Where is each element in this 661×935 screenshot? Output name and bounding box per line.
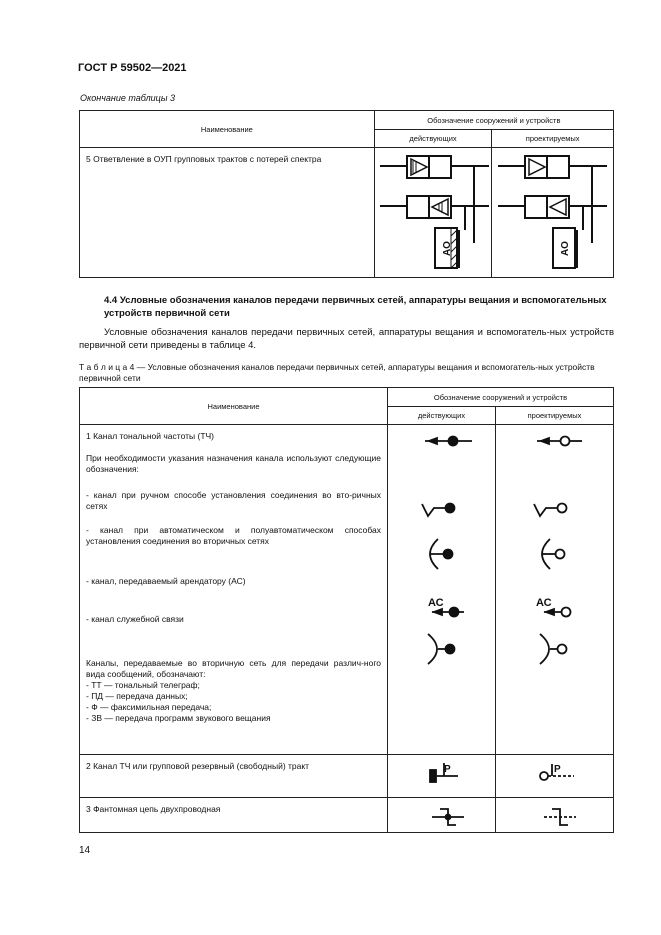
p-label-existing: Р xyxy=(444,764,451,775)
branch-symbol-existing xyxy=(375,148,500,278)
table-continuation-label: Окончание таблицы 3 xyxy=(80,93,175,103)
t4-symbols-planned xyxy=(532,430,612,850)
document-header: ГОСТ Р 59502—2021 xyxy=(78,62,187,74)
ao-label-planned: АО xyxy=(560,241,571,256)
row1-secondary: Каналы, передаваемые во вторичную сеть для передачи различ-ного вида сообщений, обозначают: xyxy=(86,658,381,679)
t4-symbols-existing xyxy=(420,430,500,850)
t4-col-planned-header: проектируемых xyxy=(496,407,614,425)
row1-list-item: - ТТ — тональный телеграф; xyxy=(86,680,200,690)
row1-list-item: - ПД — передача данных; xyxy=(86,691,188,701)
row1-list-item: - ЗВ — передача программ звукового вещания xyxy=(86,713,271,723)
row1-list-item: - Ф — факсимильная передача; xyxy=(86,702,212,712)
row1-note: При необходимости указания назначения канала используют следующие обозначения: xyxy=(86,453,381,474)
row5-name: 5 Ответвление в ОУП групповых трактов с потерей спектра xyxy=(80,148,375,278)
col-name-header: Наименование xyxy=(80,111,375,148)
col-group-header: Обозначение сооружений и устройств xyxy=(374,111,613,130)
row2-name: 2 Канал ТЧ или групповой резервный (свободный) тракт xyxy=(80,755,388,798)
row1-auto: - канал при автоматическом и полуавтоматическом способах установления соединения во вторичных сетях xyxy=(86,525,381,546)
row1-service: - канал служебной связи xyxy=(86,614,184,624)
col-existing-header: действующих xyxy=(374,130,492,148)
row1-title: 1 Канал тональной частоты (ТЧ) xyxy=(86,431,215,441)
table4-caption: Т а б л и ц а 4 — Условные обозначения каналов передачи первичных сетей, аппаратуры вещания и вспомогатель-ных устройств первичной сети xyxy=(79,362,595,383)
section-title: 4.4 Условные обозначения каналов передачи первичных сетей, аппаратуры вещания и вспомогательных устройств первичной сети xyxy=(104,295,607,319)
row1-manual: - канал при ручном способе установления соединения во вто-ричных сетях xyxy=(86,490,381,511)
ao-label-existing: АО xyxy=(442,241,453,256)
as-label-existing: АС xyxy=(428,597,444,609)
t4-col-name-header: Наименование xyxy=(80,388,388,425)
row3-name: 3 Фантомная цепь двухпроводная xyxy=(80,798,388,833)
row1-name-cell xyxy=(80,425,388,755)
page-number: 14 xyxy=(79,845,91,856)
section-paragraph: Условные обозначения каналов передачи первичных сетей, аппаратуры вещания и вспомогатель-ных устройств первичной сети приведены в таблице 4. xyxy=(79,327,614,351)
t4-col-group-header: Обозначение сооружений и устройств xyxy=(388,388,614,407)
branch-symbol-planned xyxy=(493,148,618,278)
col-planned-header: проектируемых xyxy=(492,130,614,148)
as-label-planned: АС xyxy=(536,597,552,609)
row1-lease: - канал, передаваемый арендатору (АС) xyxy=(86,576,246,586)
t4-col-existing-header: действующих xyxy=(388,407,496,425)
p-label-planned: Р xyxy=(554,764,561,775)
